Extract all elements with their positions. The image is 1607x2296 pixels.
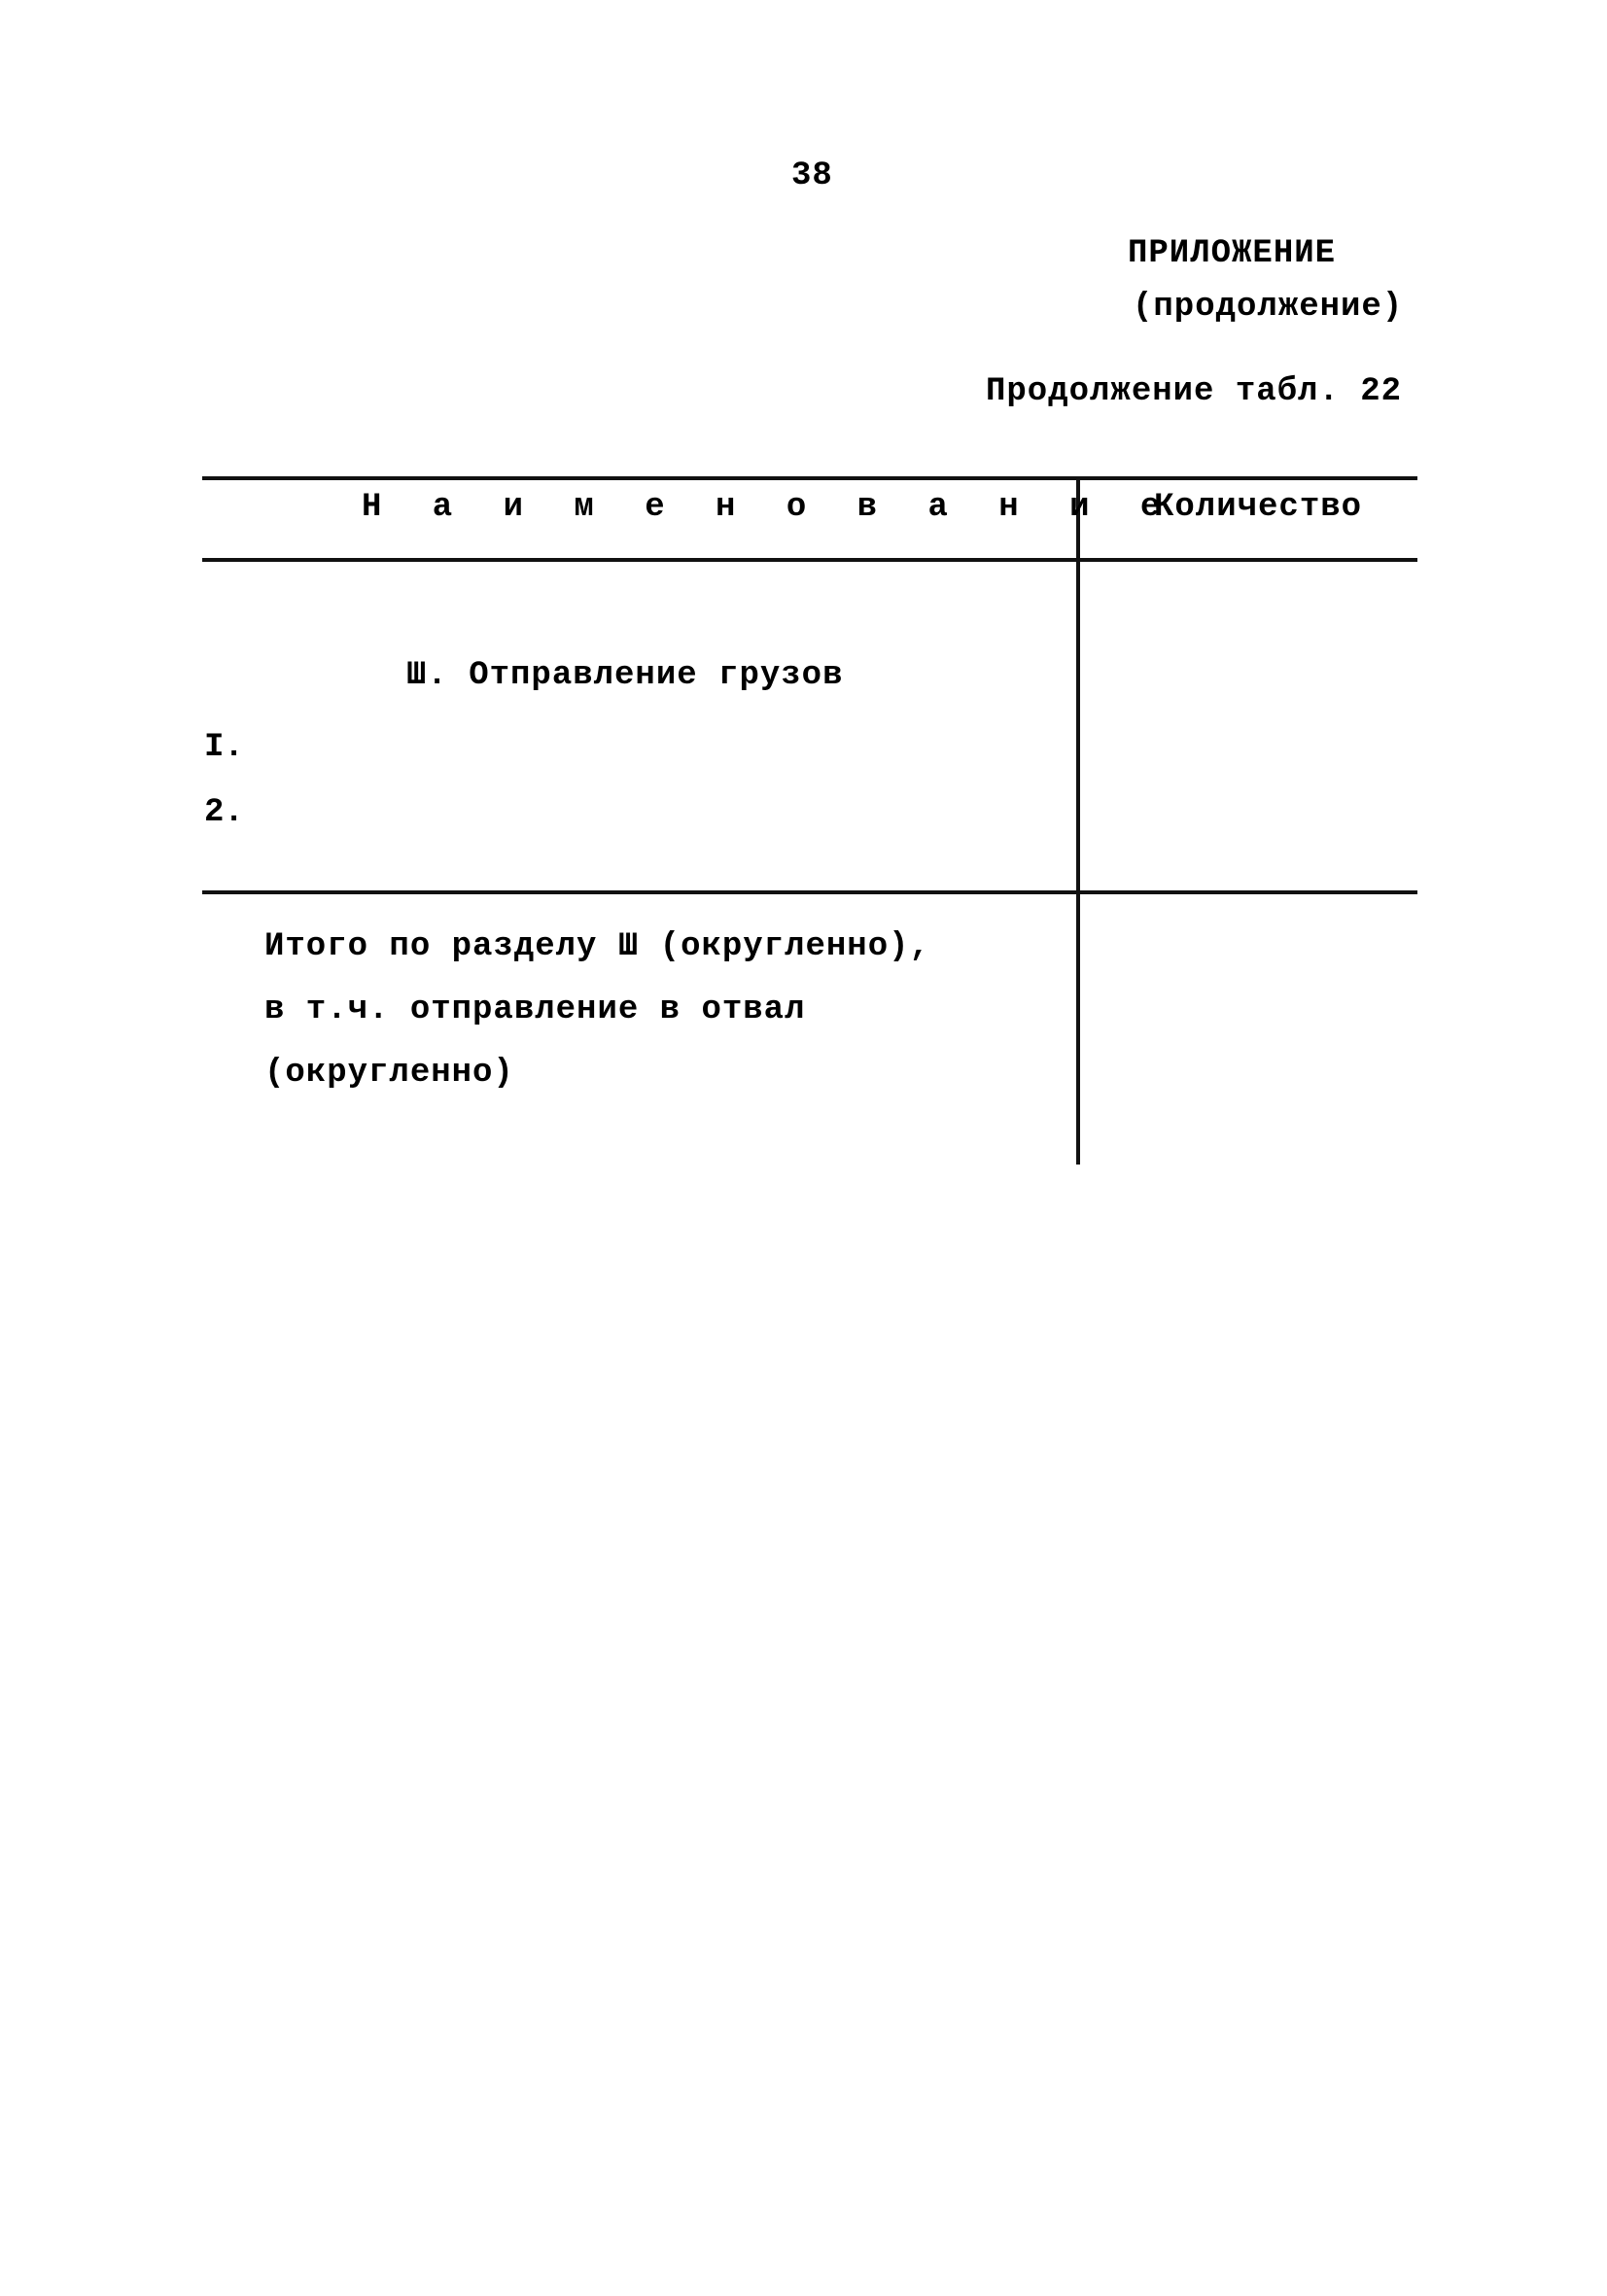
appendix-title: ПРИЛОЖЕНИЕ	[1128, 235, 1337, 272]
section-title: Ш. Отправление грузов	[406, 657, 844, 694]
appendix-subtitle: (продолжение)	[1133, 289, 1404, 326]
table-header-rule	[202, 558, 1417, 562]
total-line: в т.ч. отправление в отвал	[264, 991, 806, 1028]
table-top-rule	[202, 476, 1417, 480]
list-item-number: 2.	[204, 794, 244, 831]
column-header-quantity: Количество	[1154, 489, 1363, 526]
table-column-divider	[1076, 476, 1080, 1165]
table-section-rule	[202, 890, 1417, 894]
table-caption: Продолжение табл. 22	[986, 373, 1403, 410]
column-header-name: Н а и м е н о в а н и е	[362, 489, 1176, 526]
page-number: 38	[791, 157, 833, 194]
total-line: Итого по разделу Ш (округленно),	[264, 928, 930, 965]
list-item-number: I.	[204, 729, 244, 766]
total-line: (округленно)	[264, 1055, 514, 1092]
